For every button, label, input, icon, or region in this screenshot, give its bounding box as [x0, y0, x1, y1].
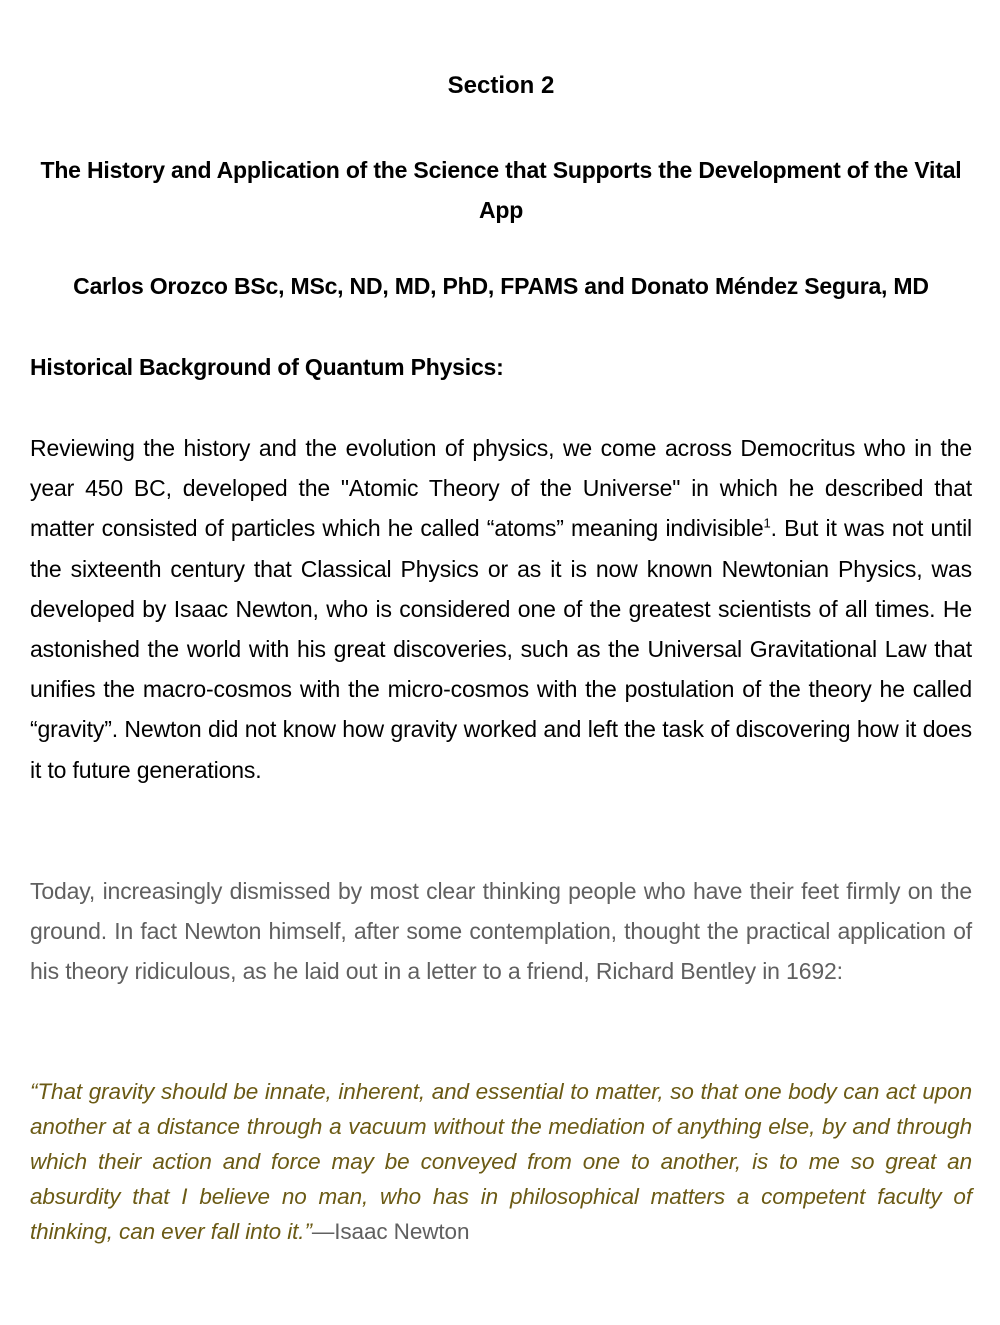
- body-paragraph-history: [30, 428, 972, 790]
- footnote-marker: 1: [763, 515, 771, 531]
- document-title: The History and Application of the Science that Supports the Development of the Vital App: [40, 157, 962, 223]
- authors-line: Carlos Orozco BSc, MSc, ND, MD, PhD, FPAMS and Donato Méndez Segura, MD: [73, 273, 929, 299]
- paragraph-text-part2: . But it was not until the sixteenth century that Classical Physics or as it is now known Newtonian Physics, was developed by Isaac Newton, who is considered one of the greatest scientists of all times. He astonished the world with his great discoveries, such as the Universal Gravitational Law that unifies the macro-cosmos with the micro-cosmos with the postulation of the theory he called “gravity”. Newton did not know how gravity worked and left the task of discovering how it does it to future generations.: [30, 515, 972, 783]
- paragraph-text-part1: Reviewing the history and the evolution of physics, we come across Democritus who in the year 450 BC, developed the "Atomic Theory of the Universe" in which he described that matter consisted of particles which he called “atoms” meaning indivisible: [30, 435, 972, 542]
- body-paragraph-today: Today, increasingly dismissed by most clear thinking people who have their feet firmly on the ground. In fact Newton himself, after some contemplation, thought the practical application of his theory ridiculous, as he laid out in a letter to a friend, Richard Bentley in 1692:: [30, 878, 972, 985]
- quote-attribution: —Isaac Newton: [311, 1219, 470, 1244]
- quote-text: “That gravity should be innate, inherent, and essential to matter, so that one body can act upon another at a distance through a vacuum without the mediation of anything else, by and through which their action and force may be conveyed from one to another, is to me so great an absurdity that I believe no man, who has in philosophical matters a competent faculty of thinking, can ever fall into it.”: [30, 1079, 972, 1244]
- newton-quote: [30, 1074, 972, 1249]
- section-label: Section 2: [447, 72, 555, 99]
- section-subheading: Historical Background of Quantum Physics:: [30, 354, 504, 380]
